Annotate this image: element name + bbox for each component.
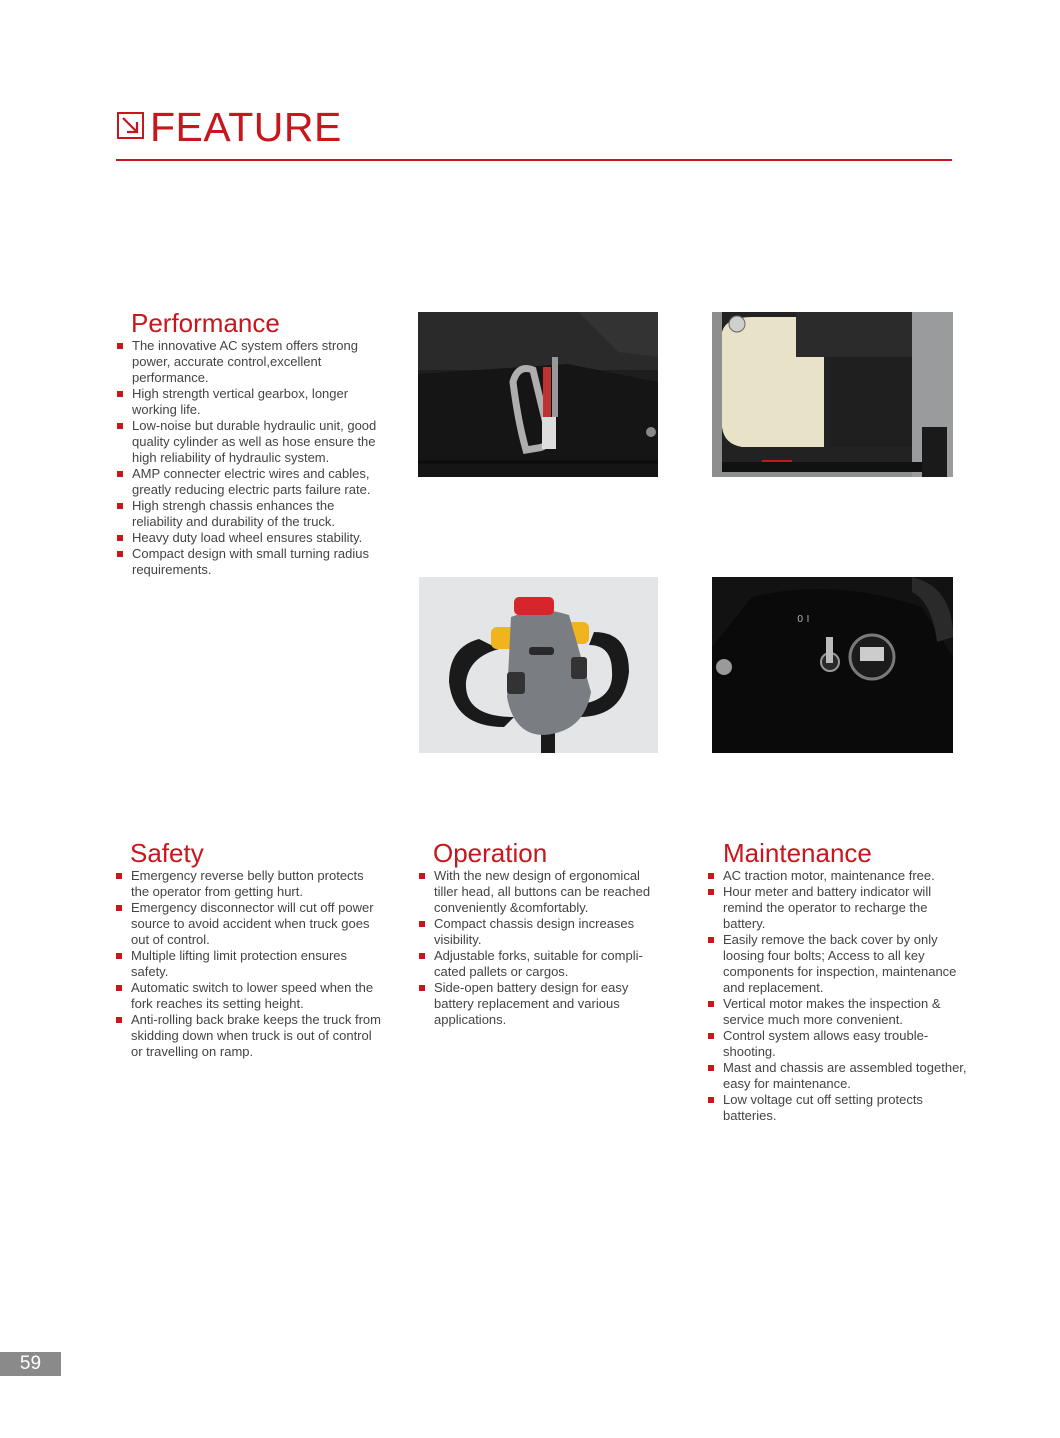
list-item: With the new design of ergonomical tiller head, all buttons can be reached conveniently &comfortably. — [419, 868, 664, 916]
list-item: Emergency reverse belly button protects the operator from getting hurt. — [116, 868, 381, 900]
photo-tiller-head — [419, 577, 658, 753]
feature-arrow-icon — [117, 112, 144, 139]
bullet-list — [419, 868, 664, 1028]
section-title: Operation — [433, 838, 548, 868]
photo-key-switch-indicator — [712, 577, 953, 753]
header-divider — [116, 159, 952, 161]
list-item: Easily remove the back cover by only loosing four bolts; Access to all key components for inspection, maintenance and replacement. — [708, 932, 973, 996]
list-item: The innovative AC system offers strong power, accurate control,excellent performance. — [117, 338, 387, 386]
list-item: Low-noise but durable hydraulic unit, good quality cylinder as well as hose ensure the high reliability of hydraulic system. — [117, 418, 387, 466]
section-title: Performance — [131, 308, 280, 338]
bullet-list — [117, 338, 387, 578]
page-number: 59 — [19, 1353, 42, 1374]
bullet-list — [708, 868, 973, 1124]
list-item: Side-open battery design for easy battery replacement and various applications. — [419, 980, 664, 1028]
list-item: Low voltage cut off setting protects batteries. — [708, 1092, 973, 1124]
svg-text:0 I: 0 I — [797, 614, 810, 625]
list-item: Heavy duty load wheel ensures stability. — [117, 530, 387, 546]
photo-battery-compartment — [712, 312, 953, 477]
list-item: Hour meter and battery indicator will remind the operator to recharge the battery. — [708, 884, 973, 932]
section-maintenance — [708, 838, 973, 1124]
list-item: Mast and chassis are assembled together, easy for maintenance. — [708, 1060, 973, 1092]
list-item: Multiple lifting limit protection ensures safety. — [116, 948, 381, 980]
list-item: Vertical motor makes the inspection & service much more convenient. — [708, 996, 973, 1028]
section-operation — [419, 838, 664, 1028]
list-item: Control system allows easy trouble-shooting. — [708, 1028, 973, 1060]
list-item: Adjustable forks, suitable for compli-cated pallets or cargos. — [419, 948, 664, 980]
section-performance — [117, 308, 387, 578]
list-item: Compact chassis design increases visibility. — [419, 916, 664, 948]
list-item: High strengh chassis enhances the reliability and durability of the truck. — [117, 498, 387, 530]
list-item: AC traction motor, maintenance free. — [708, 868, 973, 884]
page-title: FEATURE — [150, 104, 342, 150]
list-item: Anti-rolling back brake keeps the truck from skidding down when truck is out of control or travelling on ramp. — [116, 1012, 381, 1060]
section-title: Maintenance — [723, 838, 872, 868]
list-item: Emergency disconnector will cut off power source to avoid accident when truck goes out of control. — [116, 900, 381, 948]
bullet-list — [116, 868, 381, 1060]
section-title: Safety — [130, 838, 204, 868]
list-item: Automatic switch to lower speed when the fork reaches its setting height. — [116, 980, 381, 1012]
photo-chassis-handle — [418, 312, 658, 477]
list-item: Compact design with small turning radius requirements. — [117, 546, 387, 578]
list-item: High strength vertical gearbox, longer working life. — [117, 386, 387, 418]
section-safety — [116, 838, 381, 1060]
list-item: AMP connecter electric wires and cables, greatly reducing electric parts failure rate. — [117, 466, 387, 498]
